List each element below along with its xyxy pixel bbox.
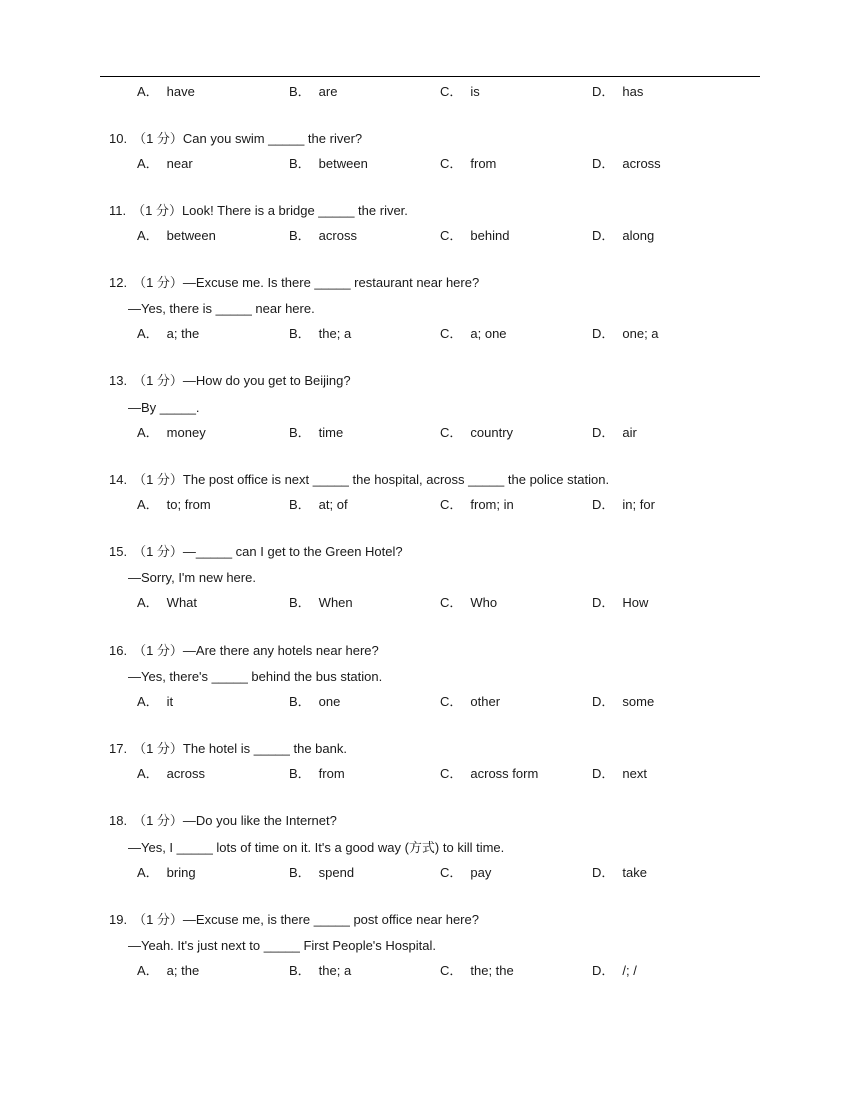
question-19-options bbox=[137, 963, 737, 979]
option-a[interactable]: A． bring bbox=[137, 865, 196, 880]
question-16-line-2: —Yes, there's _____ behind the bus station. bbox=[128, 669, 383, 684]
option-a[interactable]: A． it bbox=[137, 694, 174, 709]
option-c[interactable]: C． pay bbox=[440, 865, 492, 880]
question-12-options bbox=[137, 326, 737, 342]
option-a[interactable]: A． money bbox=[137, 425, 206, 440]
option-b[interactable]: B． the; a bbox=[289, 326, 352, 341]
option-d[interactable]: D． some bbox=[592, 694, 655, 709]
option-b[interactable]: B． across bbox=[289, 228, 357, 243]
question-12-stem: 12. （1 分）—Excuse me. Is there _____ restaurant near here? bbox=[109, 275, 480, 290]
option-a[interactable]: A． between bbox=[137, 228, 216, 243]
option-b[interactable]: B． When bbox=[289, 595, 353, 610]
option-b[interactable]: B． time bbox=[289, 425, 344, 440]
question-10-options bbox=[137, 156, 737, 172]
option-a[interactable]: A． across bbox=[137, 766, 205, 781]
option-b[interactable]: B． from bbox=[289, 766, 345, 781]
header-rule bbox=[100, 76, 760, 77]
question-15-line-2: —Sorry, I'm new here. bbox=[128, 570, 256, 585]
question-13-options bbox=[137, 425, 737, 441]
option-c[interactable]: C． the; the bbox=[440, 963, 514, 978]
question-13-line-2: —By _____. bbox=[128, 400, 200, 415]
option-d[interactable]: D． air bbox=[592, 425, 637, 440]
question-19-line-2: —Yeah. It's just next to _____ First People's Hospital. bbox=[128, 938, 436, 953]
question-12-line-2: —Yes, there is _____ near here. bbox=[128, 301, 315, 316]
question-18-stem: 18. （1 分）—Do you like the Internet? bbox=[109, 813, 337, 828]
question-16-stem: 16. （1 分）—Are there any hotels near here? bbox=[109, 643, 379, 658]
option-c[interactable]: C． a; one bbox=[440, 326, 507, 341]
option-c[interactable]: C． behind bbox=[440, 228, 510, 243]
question-10-stem: 10. （1 分）Can you swim _____ the river? bbox=[109, 131, 363, 146]
question-14-stem: 14. （1 分）The post office is next _____ the hospital, across _____ the police station. bbox=[109, 472, 610, 487]
option-b[interactable]: B． the; a bbox=[289, 963, 352, 978]
question-18-line-2: —Yes, I _____ lots of time on it. It's a good way (方式) to kill time. bbox=[128, 840, 505, 855]
option-c[interactable]: C． other bbox=[440, 694, 501, 709]
option-d[interactable]: D． one; a bbox=[592, 326, 659, 341]
option-b[interactable]: B． spend bbox=[289, 865, 355, 880]
option-a[interactable]: A． What bbox=[137, 595, 198, 610]
question-18-options bbox=[137, 865, 737, 881]
question-17-stem: 17. （1 分）The hotel is _____ the bank. bbox=[109, 741, 347, 756]
question-15-options bbox=[137, 595, 737, 611]
option-a[interactable]: A． a; the bbox=[137, 326, 200, 341]
option-d[interactable]: D． along bbox=[592, 228, 655, 243]
question-16-options bbox=[137, 694, 737, 710]
option-c[interactable]: C． across form bbox=[440, 766, 539, 781]
option-d[interactable]: D． across bbox=[592, 156, 661, 171]
option-a[interactable]: A． to; from bbox=[137, 497, 211, 512]
option-d[interactable]: D． next bbox=[592, 766, 647, 781]
option-d[interactable]: D． take bbox=[592, 865, 647, 880]
option-c[interactable]: C． from bbox=[440, 156, 497, 171]
question-17-options bbox=[137, 766, 737, 782]
question-13-stem: 13. （1 分）—How do you get to Beijing? bbox=[109, 373, 351, 388]
option-b[interactable]: B． one bbox=[289, 694, 341, 709]
option-b[interactable]: B． are bbox=[289, 84, 338, 99]
option-c[interactable]: C． is bbox=[440, 84, 480, 99]
option-b[interactable]: B． between bbox=[289, 156, 368, 171]
question-14-options bbox=[137, 497, 737, 513]
question-19-stem: 19. （1 分）—Excuse me, is there _____ post office near here? bbox=[109, 912, 479, 927]
option-c[interactable]: C． from; in bbox=[440, 497, 514, 512]
option-b[interactable]: B． at; of bbox=[289, 497, 348, 512]
option-a[interactable]: A． a; the bbox=[137, 963, 200, 978]
option-d[interactable]: D． has bbox=[592, 84, 644, 99]
option-a[interactable]: A． have bbox=[137, 84, 195, 99]
option-a[interactable]: A． near bbox=[137, 156, 193, 171]
question-15-stem: 15. （1 分）—_____ can I get to the Green Hotel? bbox=[109, 544, 403, 559]
option-d[interactable]: D． /; / bbox=[592, 963, 637, 978]
option-c[interactable]: C． country bbox=[440, 425, 514, 440]
question-11-options bbox=[137, 228, 737, 244]
option-d[interactable]: D． in; for bbox=[592, 497, 655, 512]
option-d[interactable]: D． How bbox=[592, 595, 649, 610]
question-11-stem: 11. （1 分）Look! There is a bridge _____ the river. bbox=[109, 203, 408, 218]
prev-question-options bbox=[137, 84, 737, 100]
option-c[interactable]: C． Who bbox=[440, 595, 498, 610]
